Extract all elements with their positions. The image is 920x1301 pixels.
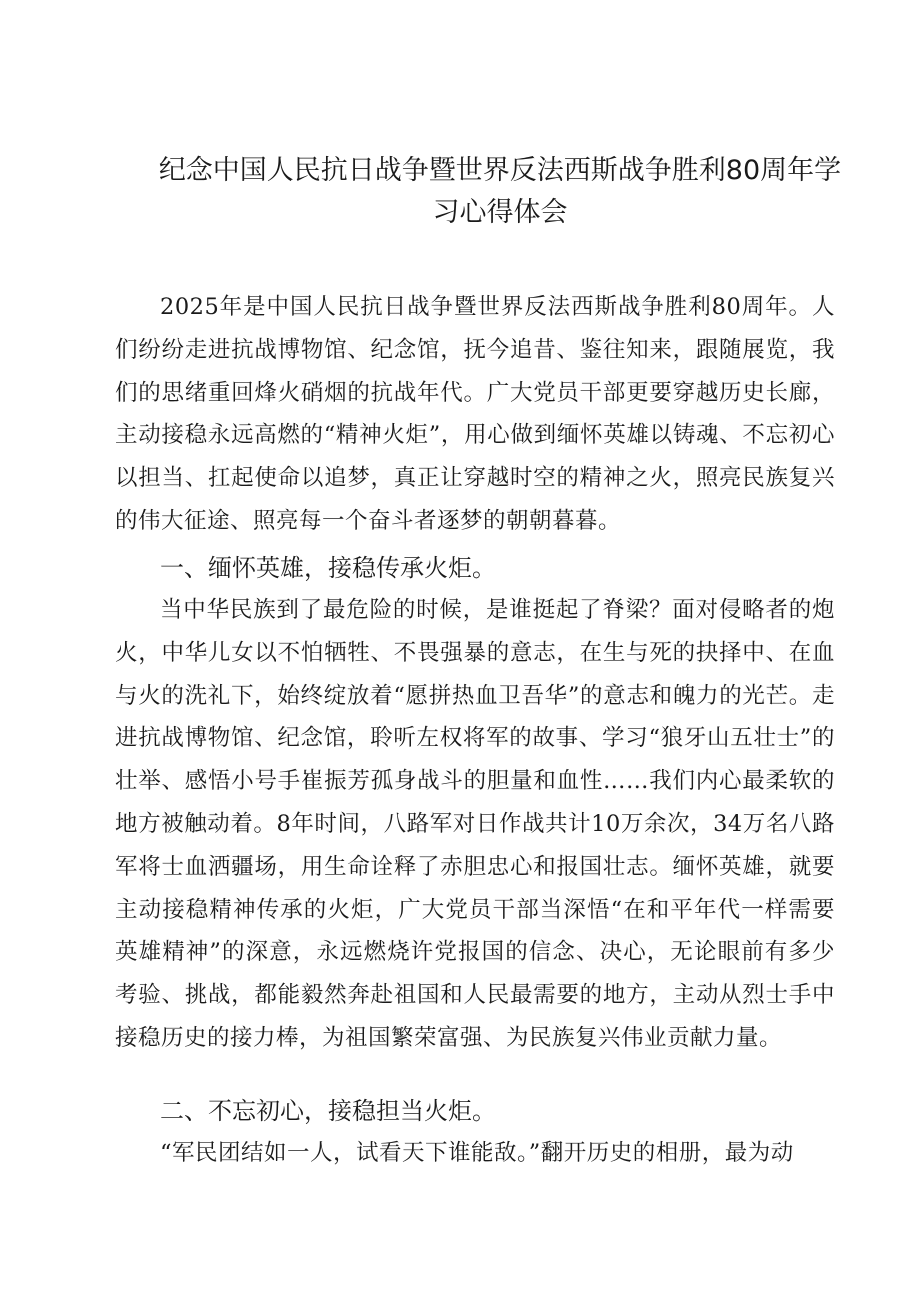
document-title: 纪念中国人民抗日战争暨世界反法西斯战争胜利80周年学习心得体会 bbox=[158, 155, 842, 228]
paragraph-section-1: 当中华民族到了最危险的时候，是谁挺起了脊梁？面对侵略者的炮火，中华儿女以不怕牺牲、不畏强暴的意志，在生与死的抉择中、在血与火的洗礼下，始终绽放着“愿拼热血卫吾华”的意志和魄力的光芒。走进抗战博物馆、纪念馆，聆听左权将军的故事、学习“狼牙山五壮士”的壮举、感悟小号手崔振芳孤身战斗的胆量和血性……我们内心最柔软的地方被触动着。8年时间，八路军对日作战共计10万余次，34万名八路军将士血洒疆场，用生命诠释了赤胆忠心和报国壮志。缅怀英雄，就要主动接稳精神传承的火炬，广大党员干部当深悟“在和平年代一样需要英雄精神”的深意，永远燃烧许党报国的信念、决心，无论眼前有多少考验、挑战，都能毅然奔赴祖国和人民最需要的地方，主动从烈士手中接稳历史的接力棒，为祖国繁荣富强、为民族复兴伟业贡献力量。 bbox=[115, 597, 835, 1051]
paragraph-section-2: “军民团结如一人，试看天下谁能敌。”翻开历史的相册，最为动 bbox=[160, 1140, 794, 1166]
paragraph-intro: 2025年是中国人民抗日战争暨世界反法西斯战争胜利80周年。人们纷纷走进抗战博物馆、纪念馆，抚今追昔、鉴往知来，跟随展览，我们的思绪重回烽火硝烟的抗战年代。广大党员干部更要穿越历史长廊，主动接稳永远高燃的“精神火炬”，用心做到缅怀英雄以铸魂、不忘初心以担当、扛起使命以追梦，真正让穿越时空的精神之火，照亮民族复兴的伟大征途、照亮每一个奋斗者逐梦的朝朝暮暮。 bbox=[115, 294, 835, 534]
section-heading-1: 一、缅怀英雄，接稳传承火炬。 bbox=[160, 554, 496, 582]
section-heading-2: 二、不忘初心，接稳担当火炬。 bbox=[160, 1097, 496, 1125]
